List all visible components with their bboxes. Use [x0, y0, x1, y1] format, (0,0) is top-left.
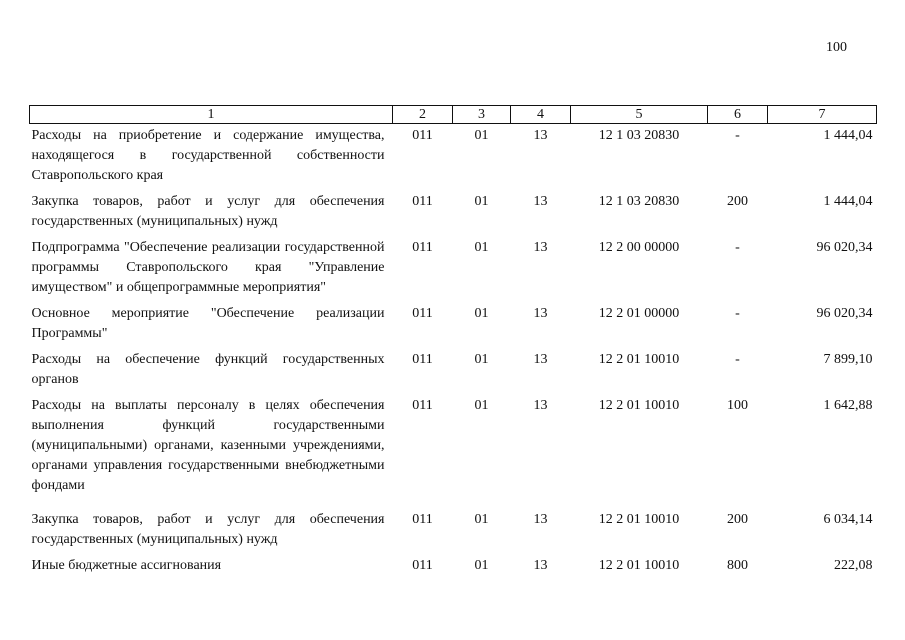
- target-article-code: 12 2 01 10010: [598, 352, 680, 367]
- budget-table: [29, 105, 877, 580]
- amount: 1 444,04: [823, 194, 873, 209]
- expense-type-code: 200: [727, 512, 748, 527]
- expense-name: Иные бюджетные ассигнования: [31, 558, 222, 573]
- column-header: 5: [571, 106, 708, 124]
- amount: 6 034,14: [823, 512, 873, 527]
- column-header: 2: [393, 106, 453, 124]
- amount: 96 020,34: [816, 306, 873, 321]
- section-code: 01: [474, 558, 489, 573]
- target-article-code: 12 1 03 20830: [598, 194, 680, 209]
- expense-type-code: 100: [727, 398, 748, 413]
- section-code: 01: [474, 512, 489, 527]
- amount: 1 444,04: [823, 128, 873, 143]
- expense-type-code: -: [735, 128, 740, 143]
- table-row: [30, 124, 877, 191]
- subsection-code: 13: [533, 194, 548, 209]
- ministry-code: 011: [412, 558, 433, 573]
- subsection-code: 13: [533, 398, 548, 413]
- target-article-code: 12 2 01 10010: [598, 558, 680, 573]
- section-code: 01: [474, 240, 489, 255]
- expense-name: Расходы на выплаты персоналу в целях обеспечения выполнения функций государственными (муниципальными) органами, казенными учреждениями, органами управления государственными внебюджетными фондами: [31, 398, 385, 493]
- subsection-code: 13: [533, 240, 548, 255]
- ministry-code: 011: [412, 352, 433, 367]
- expense-name: Расходы на обеспечение функций государственных органов: [31, 352, 385, 387]
- table-row: [30, 394, 877, 500]
- table-row: [30, 302, 877, 348]
- ministry-code: 011: [412, 240, 433, 255]
- target-article-code: 12 2 01 10010: [598, 398, 680, 413]
- expense-name: Подпрограмма "Обеспечение реализации государственной программы Ставропольского края "Управление имуществом" и общепрограммные мероприятия": [31, 240, 385, 295]
- column-header: 7: [768, 106, 877, 124]
- amount: 1 642,88: [823, 398, 873, 413]
- section-code: 01: [474, 128, 489, 143]
- ministry-code: 011: [412, 398, 433, 413]
- target-article-code: 12 2 01 00000: [598, 306, 680, 321]
- expense-name: Основное мероприятие "Обеспечение реализации Программы": [31, 306, 385, 341]
- header-row: [30, 106, 877, 124]
- expense-type-code: -: [735, 240, 740, 255]
- target-article-code: 12 2 00 00000: [598, 240, 680, 255]
- amount: 222,08: [834, 558, 873, 573]
- ministry-code: 011: [412, 128, 433, 143]
- expense-name: Закупка товаров, работ и услуг для обеспечения государственных (муниципальных) нужд: [31, 512, 385, 547]
- expense-type-code: 800: [727, 558, 748, 573]
- table-row: [30, 500, 877, 554]
- section-code: 01: [474, 352, 489, 367]
- expense-type-code: 200: [727, 194, 748, 209]
- column-header: 3: [453, 106, 511, 124]
- column-header: 1: [30, 106, 393, 124]
- subsection-code: 13: [533, 512, 548, 527]
- target-article-code: 12 1 03 20830: [598, 128, 680, 143]
- page-number: 100: [826, 40, 847, 55]
- section-code: 01: [474, 194, 489, 209]
- ministry-code: 011: [412, 194, 433, 209]
- table-row: [30, 554, 877, 580]
- expense-name: Расходы на приобретение и содержание имущества, находящегося в государственной собственности Ставропольского края: [31, 128, 385, 183]
- target-article-code: 12 2 01 10010: [598, 512, 680, 527]
- subsection-code: 13: [533, 352, 548, 367]
- subsection-code: 13: [533, 558, 548, 573]
- amount: 7 899,10: [823, 352, 873, 367]
- ministry-code: 011: [412, 512, 433, 527]
- amount: 96 020,34: [816, 240, 873, 255]
- column-header: 6: [708, 106, 768, 124]
- ministry-code: 011: [412, 306, 433, 321]
- section-code: 01: [474, 306, 489, 321]
- subsection-code: 13: [533, 128, 548, 143]
- table-row: [30, 348, 877, 394]
- subsection-code: 13: [533, 306, 548, 321]
- table-row: [30, 190, 877, 236]
- table-row: [30, 236, 877, 302]
- section-code: 01: [474, 398, 489, 413]
- column-header: 4: [511, 106, 571, 124]
- expense-name: Закупка товаров, работ и услуг для обеспечения государственных (муниципальных) нужд: [31, 194, 385, 229]
- expense-type-code: -: [735, 306, 740, 321]
- expense-type-code: -: [735, 352, 740, 367]
